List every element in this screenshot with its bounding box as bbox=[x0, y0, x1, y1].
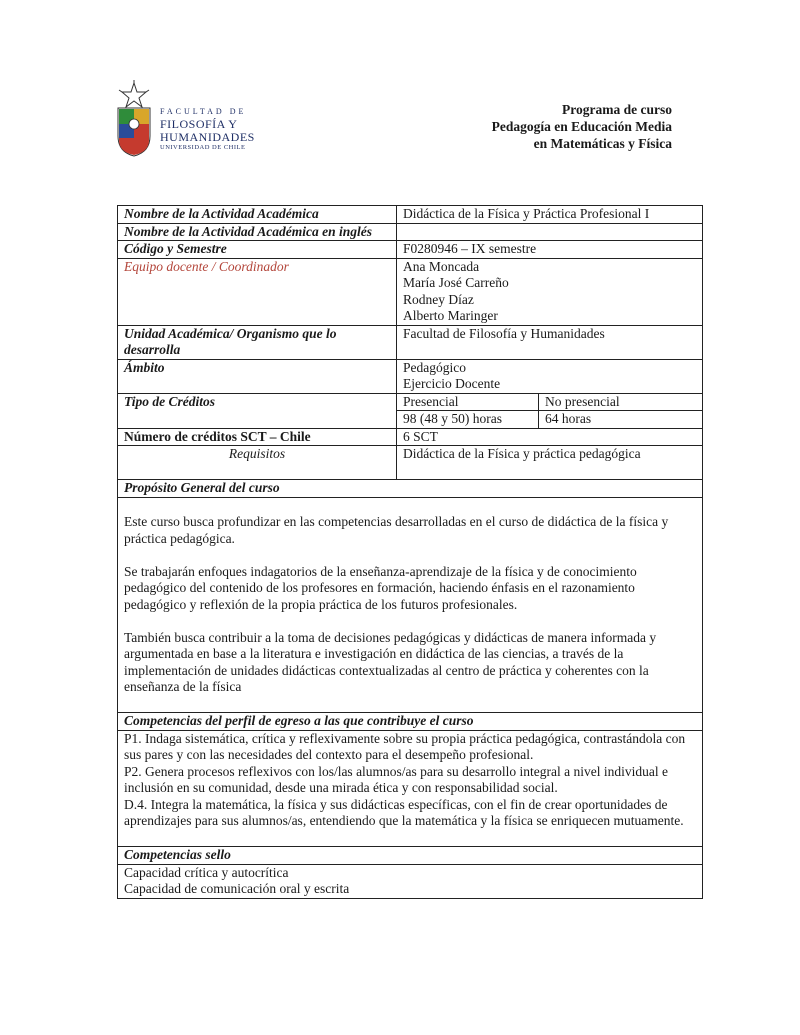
row-requisitos bbox=[118, 446, 703, 480]
equipo-label: Equipo docente / Coordinador bbox=[118, 258, 397, 325]
row-sello-body bbox=[118, 864, 703, 898]
row-unidad bbox=[118, 325, 703, 359]
no-presencial-label: No presencial bbox=[539, 393, 703, 411]
row-nombre bbox=[118, 206, 703, 224]
equipo-members bbox=[397, 258, 703, 325]
row-codigo bbox=[118, 241, 703, 259]
competencias-body bbox=[118, 730, 703, 847]
header-title-3: en Matemáticas y Física bbox=[533, 136, 672, 151]
row-equipo bbox=[118, 258, 703, 325]
faculty-logo bbox=[116, 78, 256, 160]
document-header bbox=[492, 101, 672, 152]
faculty-line-3: HUMANIDADES bbox=[160, 130, 255, 144]
codigo-value: F0280946 – IX semestre bbox=[397, 241, 703, 259]
faculty-name bbox=[160, 108, 255, 152]
header-title-1: Programa de curso bbox=[562, 102, 672, 117]
row-sello-title bbox=[118, 847, 703, 865]
nombre-label: Nombre de la Actividad Académica bbox=[118, 206, 397, 224]
sello-title: Competencias sello bbox=[118, 847, 703, 865]
row-proposito-title bbox=[118, 480, 703, 498]
proposito-paragraph: Se trabajarán enfoques indagatorios de la enseñanza-aprendizaje de la física y de conocimiento pedagógico del contenido de los profesores en formación, haciendo énfasis en el razonamiento pedagógico y reflexión de la propia práctica de los futuros profesionales. bbox=[124, 563, 637, 612]
ambito-label: Ámbito bbox=[118, 359, 397, 393]
presencial-value: 98 (48 y 50) horas bbox=[397, 411, 539, 429]
equipo-member: Rodney Díaz bbox=[403, 291, 474, 307]
proposito-paragraph: También busca contribuir a la toma de decisiones pedagógicas y didácticas de manera informada y argumentada en base a la literatura e investigación en didáctica de las ciencias, a través de la implementación de unidades didácticas contextualizadas al centro de práctica y coherentes con la enseñanza de la física bbox=[124, 629, 657, 694]
row-proposito-body bbox=[118, 497, 703, 713]
nombre-value: Didáctica de la Física y Práctica Profesional I bbox=[397, 206, 703, 224]
proposito-body bbox=[118, 497, 703, 713]
ambito-values bbox=[397, 359, 703, 393]
presencial-label: Presencial bbox=[397, 393, 539, 411]
university-crest-icon bbox=[116, 78, 152, 160]
requisitos-value: Didáctica de la Física y práctica pedagógica bbox=[397, 446, 703, 480]
row-ingles bbox=[118, 223, 703, 241]
row-competencias-title bbox=[118, 713, 703, 731]
competencia-item: P2. Genera procesos reflexivos con los/las alumnos/as para su desarrollo integral a nivel individual e inclusión en su comunidad, desde una mirada ética y con responsabilidad social. bbox=[124, 763, 668, 795]
course-table bbox=[117, 205, 703, 899]
proposito-paragraph: Este curso busca profundizar en las competencias desarrolladas en el curso de didáctica de la física y práctica pedagógica. bbox=[124, 514, 669, 546]
numero-label: Número de créditos SCT – Chile bbox=[118, 428, 397, 446]
faculty-line-4: UNIVERSIDAD DE CHILE bbox=[160, 144, 246, 151]
ambito-line: Ejercicio Docente bbox=[403, 376, 501, 391]
row-tipo-header bbox=[118, 393, 703, 411]
sello-item: Capacidad crítica y autocrítica bbox=[124, 864, 289, 880]
no-presencial-value: 64 horas bbox=[539, 411, 703, 429]
equipo-member: Ana Moncada bbox=[403, 258, 480, 274]
ingles-label: Nombre de la Actividad Académica en inglés bbox=[118, 223, 397, 241]
row-ambito bbox=[118, 359, 703, 393]
competencia-item: D.4. Integra la matemática, la física y sus didácticas específicas, con el fin de crear oportunidades de aprendizajes para sus alumnos/as, entendiendo que la matemática y la física se enriquecen mutuamente. bbox=[124, 796, 684, 828]
row-numero bbox=[118, 428, 703, 446]
faculty-line-1: FACULTAD DE bbox=[160, 107, 247, 116]
ingles-value bbox=[397, 223, 703, 241]
unidad-value: Facultad de Filosofía y Humanidades bbox=[397, 325, 703, 359]
numero-value: 6 SCT bbox=[397, 428, 703, 446]
sello-body bbox=[118, 864, 703, 898]
equipo-member: Alberto Maringer bbox=[403, 308, 498, 323]
ambito-line: Pedagógico bbox=[403, 359, 466, 375]
header-title-2: Pedagogía en Educación Media bbox=[491, 119, 672, 134]
proposito-title: Propósito General del curso bbox=[118, 480, 703, 498]
tipo-label: Tipo de Créditos bbox=[118, 393, 397, 428]
codigo-label: Código y Semestre bbox=[118, 241, 397, 259]
competencia-item: P1. Indaga sistemática, crítica y reflexivamente sobre su propia práctica pedagógica, contrastándola con sus pares y con las necesidades del contexto para el desempeño profesional. bbox=[124, 730, 686, 762]
faculty-line-2: FILOSOFÍA Y bbox=[160, 117, 238, 131]
competencias-title: Competencias del perfil de egreso a las que contribuye el curso bbox=[118, 713, 703, 731]
equipo-member: María José Carreño bbox=[403, 275, 509, 290]
requisitos-label: Requisitos bbox=[118, 446, 397, 480]
sello-item: Capacidad de comunicación oral y escrita bbox=[124, 881, 350, 896]
unidad-label: Unidad Académica/ Organismo que lo desarrolla bbox=[118, 325, 397, 359]
row-competencias-body bbox=[118, 730, 703, 847]
